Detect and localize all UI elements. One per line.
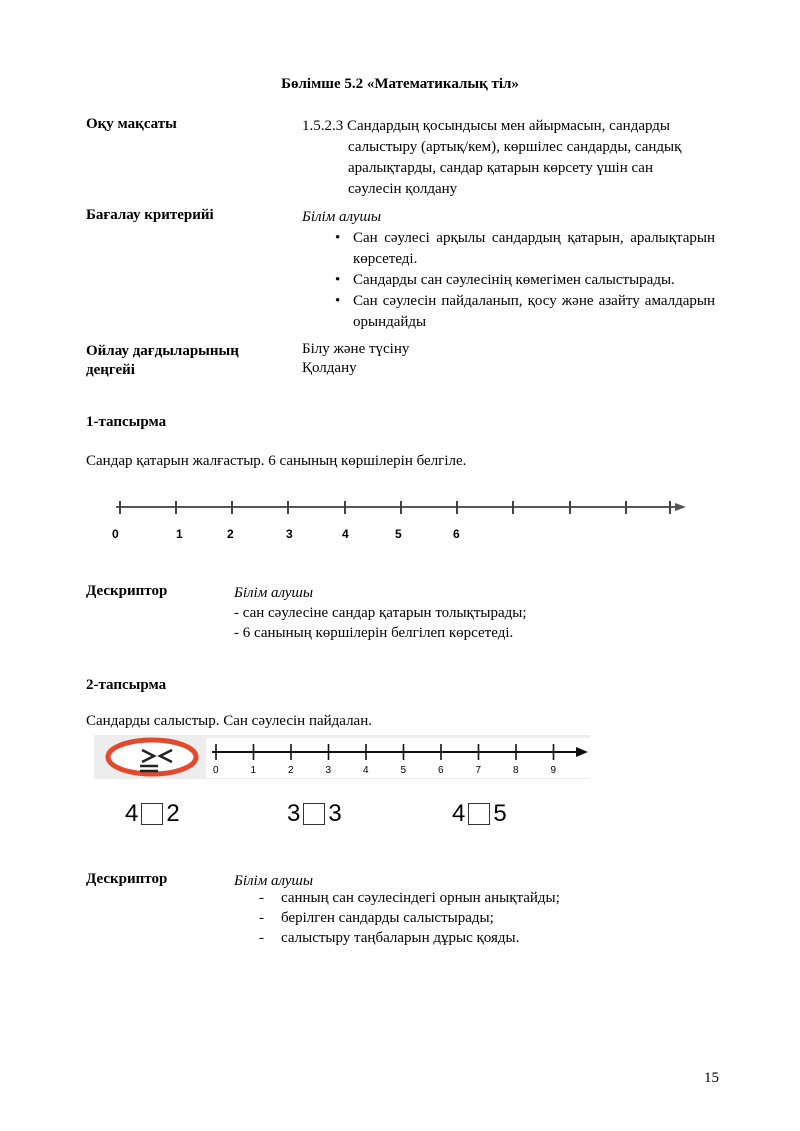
comparison-left: 4 [125,800,139,827]
thinking-level: Қолдану [302,360,357,376]
thinking-label-line1: Ойлау дағдыларының [86,343,239,359]
task2-number-line [206,738,590,762]
task1-number-line [110,498,690,520]
number-line-label: 0 [213,765,219,776]
task2-title: 2-тапсырма [86,677,167,693]
criteria-list [333,228,715,333]
descriptor-item: - салыстыру таңбаларын дұрыс қояды. [259,928,560,948]
answer-box[interactable] [141,803,163,825]
thinking-levels [302,340,409,378]
descriptor-item: - санның сан сәулесіндегі орнын анықтайды; [259,888,560,908]
number-line-label: 5 [395,527,402,541]
thinking-level: Білу және түсіну [302,341,410,357]
criteria-label: Бағалау критерийі [86,207,214,223]
task1-descriptor [234,583,527,643]
objective-line: Сандардың қосындысы мен айырмасын, сандарды [347,118,670,134]
number-line-label: 2 [227,527,234,541]
descriptor-item: - 6 санының көршілерін белгілеп көрсетеді. [234,625,514,641]
objective-code: 1.5.2.3 [302,118,344,134]
number-line-label: 3 [286,527,293,541]
comparison-item [287,800,342,828]
task1-descriptor-label: Дескриптор [86,583,168,599]
task1-title: 1-тапсырма [86,414,167,430]
number-line-label: 1 [250,765,257,776]
comparison-item [452,800,507,828]
number-line-label: 4 [342,527,349,541]
number-line-label: 0 [112,527,119,541]
answer-box[interactable] [468,803,490,825]
thinking-label-line2: деңгейі [86,362,135,378]
comparison-left: 4 [452,800,466,827]
number-line-label: 4 [363,765,369,776]
descriptor-item: - берілген сандарды салыстырады; [259,908,560,928]
comparison-right: 5 [493,800,507,827]
objective-line: сәулесін қолдану [348,181,458,197]
criteria-item: • Сан сәулесін пайдаланып, қосу және азайту амалдарын орындайды [333,291,715,333]
criteria-intro: Білім алушы [302,209,382,225]
number-line-label: 1 [176,527,183,541]
objective-label: Оқу мақсаты [86,116,177,132]
page-number: 15 [704,1070,719,1086]
comparison-item [125,800,180,828]
comparison-right: 3 [328,800,342,827]
descriptor-intro: Білім алушы [234,585,314,601]
task2-instruction: Сандарды салыстыр. Сан сәулесін пайдалан. [86,713,372,729]
comparison-left: 3 [287,800,301,827]
thinking-label [86,342,239,380]
task1-instruction: Сандар қатарын жалғастыр. 6 санының көршілерін белгіле. [86,453,467,469]
objective-line: салыстыру (артық/кем), көршілес сандарды, сандық [348,139,682,155]
descriptor-item: - сан сәулесіне сандар қатарын толықтырады; [234,605,527,621]
page-title: Бөлімше 5.2 «Математикалық тіл» [281,76,519,92]
descriptor-intro: Білім алушы [234,873,314,889]
objective-text [302,116,722,200]
answer-box[interactable] [303,803,325,825]
criteria-item: • Сан сәулесі арқылы сандардың қатарын, аралықтарын көрсетеді. [333,228,715,270]
task2-descriptor-list [259,888,560,948]
number-line-label: 3 [325,765,332,776]
number-line-label: 6 [438,765,444,776]
criteria-item: • Сандарды сан сәулесінің көмегімен салыстырады. [333,270,715,291]
number-line-label: 8 [513,765,519,776]
number-line-label: 9 [550,765,557,776]
comparison-right: 2 [166,800,180,827]
task2-descriptor-label: Дескриптор [86,871,168,887]
number-line-label: 5 [400,765,407,776]
compare-signs-icon [98,737,206,777]
number-line-label: 7 [475,765,482,776]
objective-line: аралықтарды, сандар қатарын көрсету үшін сан [348,160,653,176]
number-line-label: 6 [453,527,460,541]
number-line-label: 2 [288,765,294,776]
